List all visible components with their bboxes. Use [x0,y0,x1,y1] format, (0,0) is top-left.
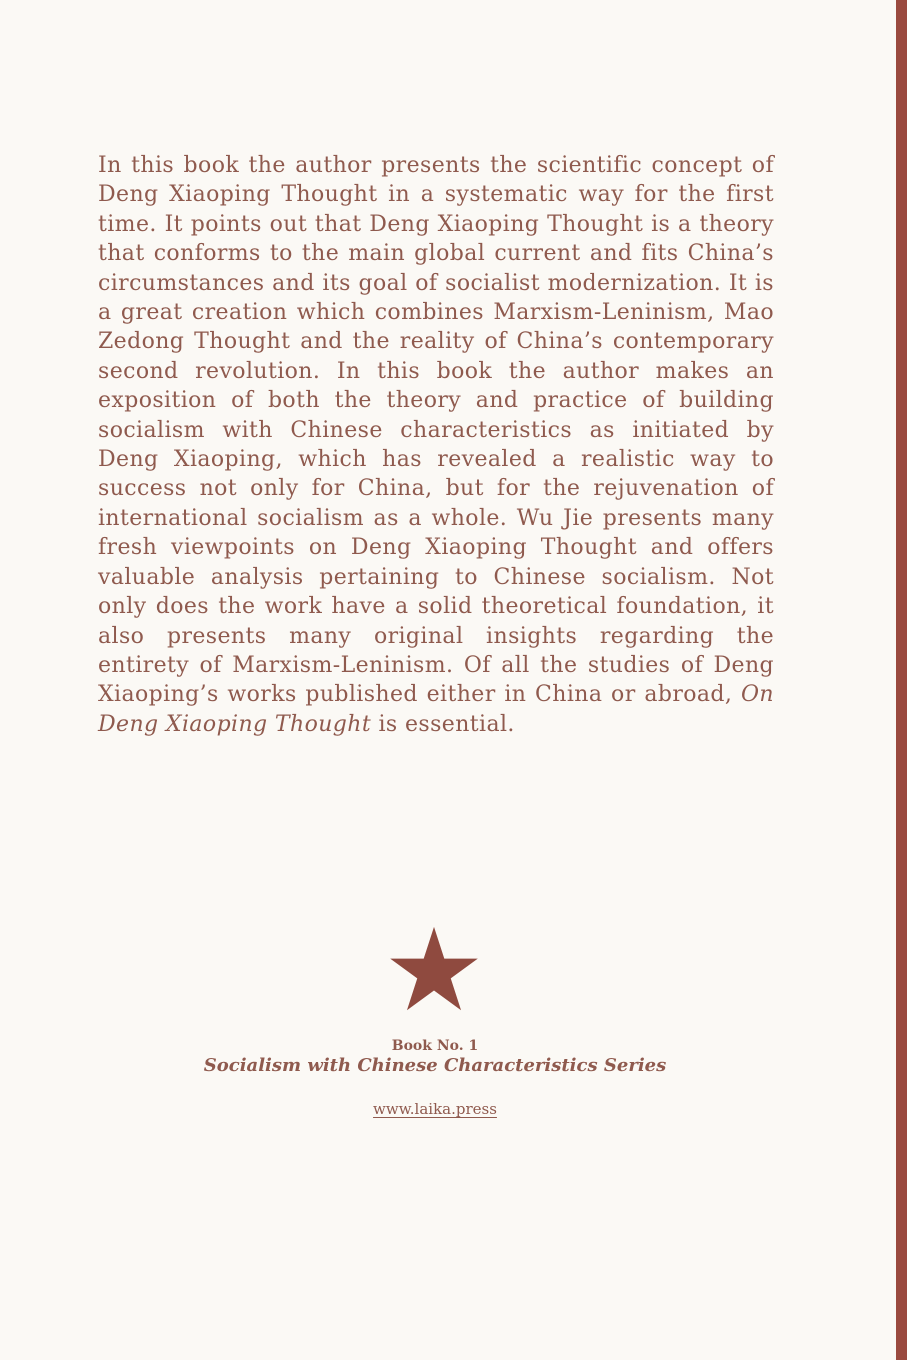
series-name: Socialism with Chinese Characteristics Series [203,1055,667,1076]
publisher-url-link[interactable]: www.laika.press [373,1100,497,1118]
star-icon [388,925,480,1017]
spine-edge-stripe [896,0,907,1360]
back-cover-blurb [98,151,774,739]
blurb-ending: is essential. [378,711,515,737]
blurb-main-text: In this book the author presents the scientific concept of Deng Xiaoping Thought in a systematic way for the first time. It points out that Deng Xiaoping Thought is a theory that conforms to the main global current and fits China’s circumstances and its goal of socialist modernization. It is a great creation which combines Marxism-Leninism, Mao Zedong Thought and the reality of China’s contemporary second revolution. In this book the author makes an exposition of both the theory and practice of building socialism with Chinese characteristics as initiated by Deng Xiaoping, which has revealed a realistic way to success not only for China, but for the rejuvenation of international socialism as a whole. Wu Jie presents many fresh viewpoints on Deng Xiaoping Thought and offers valuable analysis pertaining to Chinese socialism. Not only does the work have a solid theoretical foundation, it also presents many original insights regarding the entirety of Marxism-Leninism. Of all the studies of Deng Xiaoping’s works published either in China or abroad, [98,153,774,708]
blurb-book-title: On Deng Xiaoping Thought [98,682,775,737]
publisher-url-container [0,1100,870,1118]
book-number: Book No. 1 [391,1038,479,1054]
